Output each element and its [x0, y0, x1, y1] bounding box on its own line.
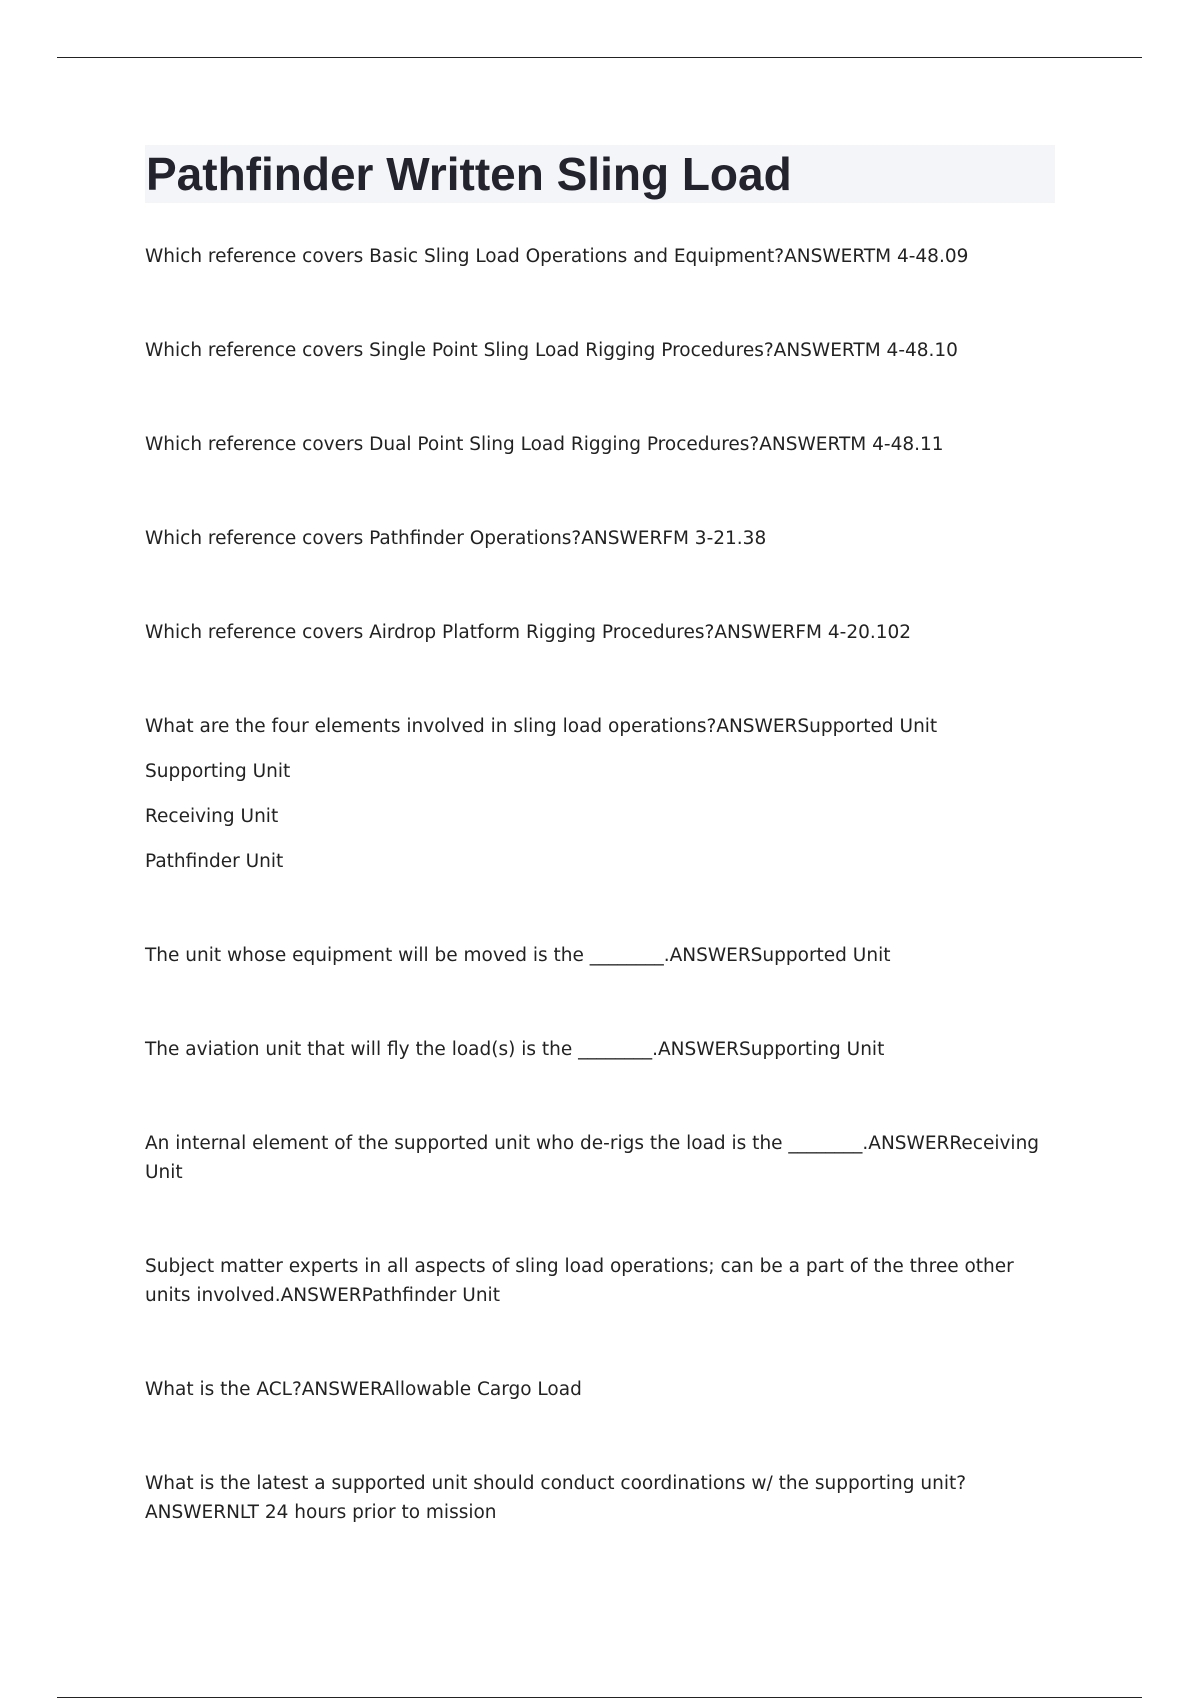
qa-text: Which reference covers Dual Point Sling Load Rigging Procedures?ANSWERTM 4-48.11: [145, 434, 944, 455]
qa-text: Which reference covers Airdrop Platform Rigging Procedures?ANSWERFM 4-20.102: [145, 622, 912, 643]
qa-text: What are the four elements involved in sling load operations?ANSWERSupported Unit: [145, 716, 938, 737]
qa-item: [145, 1129, 1045, 1187]
qa-item: [145, 1375, 1045, 1404]
qa-item: [145, 1469, 1045, 1527]
qa-item: [145, 941, 1045, 970]
qa-item: [145, 242, 1045, 271]
qa-answer-line: Receiving Unit: [145, 806, 279, 827]
qa-item: [145, 618, 1045, 647]
qa-answer-line: Pathfinder Unit: [145, 851, 284, 872]
qa-text: What is the latest a supported unit should conduct coordinations w/ the supporting unit?ANSWERNLT 24 hours prior to mission: [145, 1473, 967, 1523]
qa-text: Which reference covers Pathfinder Operations?ANSWERFM 3-21.38: [145, 528, 767, 549]
qa-text: What is the ACL?ANSWERAllowable Cargo Load: [145, 1379, 582, 1400]
bottom-divider: [57, 1697, 1142, 1698]
qa-item: [145, 430, 1045, 459]
qa-text: The aviation unit that will fly the load(s) is the ________.ANSWERSupporting Unit: [145, 1039, 885, 1060]
qa-item: [145, 712, 1045, 876]
qa-list: [145, 242, 1045, 1592]
top-divider: [57, 57, 1142, 58]
qa-text: The unit whose equipment will be moved is the ________.ANSWERSupported Unit: [145, 945, 891, 966]
qa-item: [145, 336, 1045, 365]
qa-item: [145, 1252, 1045, 1310]
qa-answer-line: Supporting Unit: [145, 761, 291, 782]
qa-text: Subject matter experts in all aspects of sling load operations; can be a part of the three other units involved.ANSWERPathfinder Unit: [145, 1256, 1014, 1306]
qa-text: Which reference covers Basic Sling Load Operations and Equipment?ANSWERTM 4-48.09: [145, 246, 969, 267]
qa-item: [145, 524, 1045, 553]
qa-text: An internal element of the supported unit who de-rigs the load is the ________.ANSWERReceiving Unit: [145, 1133, 1040, 1183]
qa-text: Which reference covers Single Point Sling Load Rigging Procedures?ANSWERTM 4-48.10: [145, 340, 958, 361]
page-title: Pathfinder Written Sling Load: [146, 148, 792, 200]
qa-item: [145, 1035, 1045, 1064]
